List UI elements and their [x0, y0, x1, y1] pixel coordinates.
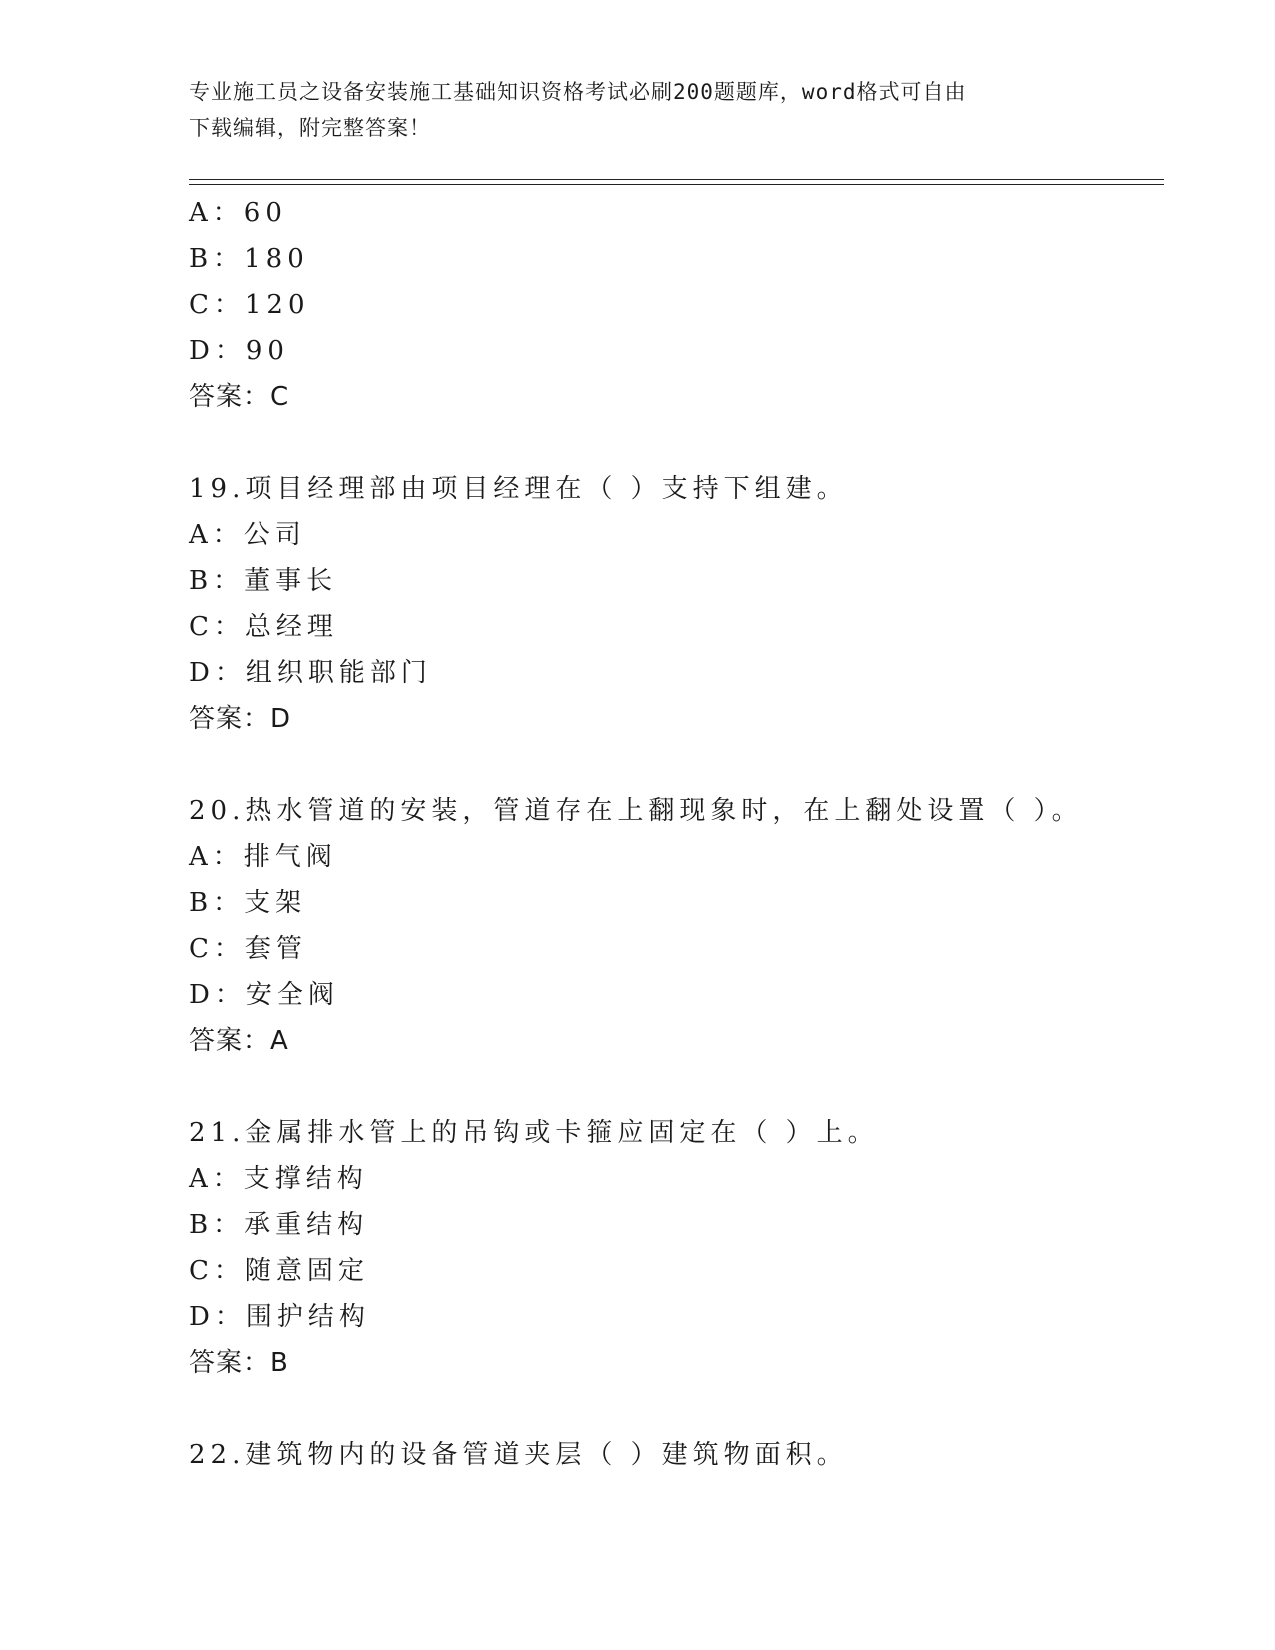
option-b: B：支架	[189, 888, 307, 918]
option-c: C：套管	[189, 934, 307, 964]
header-line-1: 专业施工员之设备安装施工基础知识资格考试必刷200题题库，word格式可自由	[189, 80, 967, 104]
answer: 答案：C	[189, 382, 290, 412]
spacer	[189, 420, 1149, 466]
option-a: A：公司	[189, 520, 306, 550]
question-title: 22.建筑物内的设备管道夹层（ ）建筑物面积。	[189, 1440, 848, 1470]
question-title: 21.金属排水管上的吊钩或卡箍应固定在（ ）上。	[189, 1118, 879, 1148]
spacer	[189, 742, 1149, 788]
option-b: B：董事长	[189, 566, 338, 596]
spacer	[189, 1386, 1149, 1432]
answer: 答案：B	[189, 1348, 289, 1378]
option-c: C：总经理	[189, 612, 338, 642]
question-20	[189, 788, 1149, 1064]
option-b: B：180	[189, 244, 309, 274]
option-b: B：承重结构	[189, 1210, 369, 1240]
option-a: A：支撑结构	[189, 1164, 368, 1194]
question-title: 19.项目经理部由项目经理在（ ）支持下组建。	[189, 474, 848, 504]
option-a: A：排气阀	[189, 842, 337, 872]
spacer	[189, 1064, 1149, 1110]
option-d: D：围护结构	[189, 1302, 370, 1332]
option-c: C：120	[189, 290, 310, 320]
option-d: D：安全阀	[189, 980, 339, 1010]
question-21	[189, 1110, 1149, 1386]
header-divider-top	[189, 179, 1164, 180]
header-line-2: 下载编辑，附完整答案！	[189, 116, 431, 140]
question-title: 20.热水管道的安装，管道存在上翻现象时，在上翻处设置（ ）。	[189, 796, 1083, 826]
answer: 答案：A	[189, 1026, 289, 1056]
option-d: D：90	[189, 336, 289, 366]
question-19	[189, 466, 1149, 742]
option-a: A：60	[189, 198, 287, 228]
question-list	[189, 190, 1149, 1478]
document-header	[189, 74, 1089, 146]
answer: 答案：D	[189, 704, 292, 734]
option-d: D：组织职能部门	[189, 658, 432, 688]
option-c: C：随意固定	[189, 1256, 369, 1286]
header-divider-bottom	[189, 184, 1164, 185]
question-18	[189, 190, 1149, 420]
question-22	[189, 1432, 1149, 1478]
